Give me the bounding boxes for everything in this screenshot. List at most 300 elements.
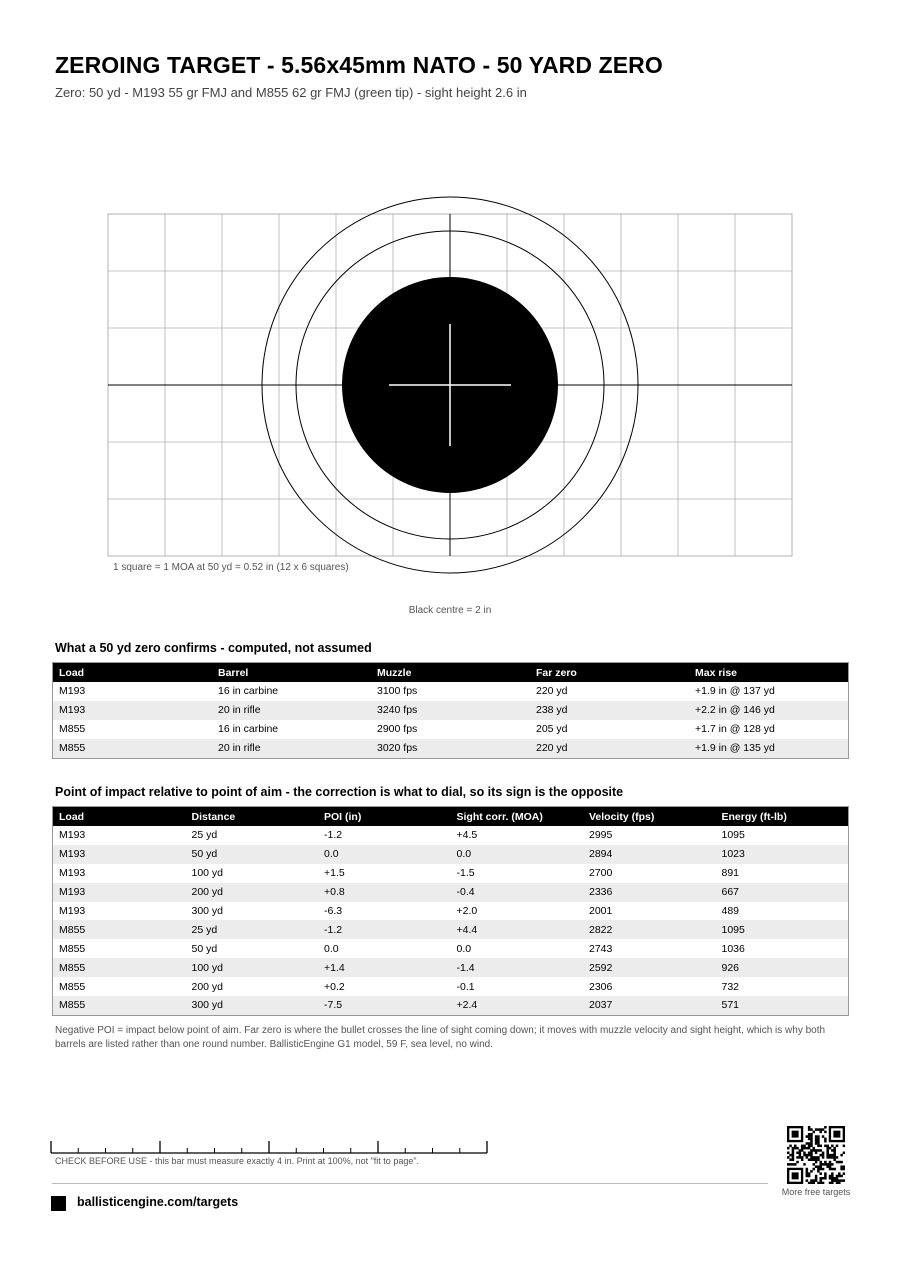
qr-module bbox=[833, 1179, 836, 1182]
qr-module bbox=[838, 1179, 841, 1182]
qr-finder-pattern bbox=[792, 1131, 799, 1138]
qr-module bbox=[813, 1158, 816, 1161]
qr-module bbox=[836, 1175, 839, 1178]
qr-module bbox=[824, 1172, 827, 1175]
qr-module bbox=[803, 1152, 806, 1155]
column-header: Distance bbox=[191, 810, 236, 823]
qr-module bbox=[843, 1172, 845, 1175]
qr-module bbox=[815, 1152, 818, 1155]
qr-module bbox=[829, 1168, 832, 1171]
qr-module bbox=[815, 1142, 818, 1145]
table-cell: M193 bbox=[59, 704, 86, 717]
qr-module bbox=[822, 1163, 825, 1166]
qr-module bbox=[796, 1161, 799, 1164]
table-cell: 3240 fps bbox=[377, 704, 418, 717]
table-row bbox=[53, 739, 848, 758]
qr-module bbox=[810, 1133, 813, 1136]
qr-module bbox=[836, 1177, 839, 1180]
table-cell: 20 in rifle bbox=[218, 742, 261, 755]
qr-module bbox=[831, 1168, 834, 1171]
qr-module bbox=[808, 1128, 811, 1131]
table-row bbox=[53, 977, 848, 996]
table-cell: M855 bbox=[59, 999, 86, 1012]
qr-module bbox=[801, 1158, 804, 1161]
qr-module bbox=[810, 1135, 813, 1138]
qr-module bbox=[810, 1152, 813, 1155]
table-cell: 0.0 bbox=[456, 942, 472, 955]
qr-module bbox=[831, 1145, 834, 1148]
qr-module bbox=[819, 1165, 822, 1168]
qr-module bbox=[813, 1182, 816, 1184]
qr-module bbox=[824, 1177, 827, 1180]
table-row bbox=[53, 920, 848, 939]
column-header: Barrel bbox=[218, 666, 249, 679]
qr-module bbox=[826, 1149, 829, 1152]
qr-module bbox=[815, 1158, 818, 1161]
table-cell: -1.5 bbox=[456, 867, 475, 880]
qr-module bbox=[843, 1165, 845, 1168]
qr-module bbox=[817, 1135, 820, 1138]
qr-module bbox=[819, 1154, 822, 1157]
qr-module bbox=[826, 1145, 829, 1148]
qr-module bbox=[808, 1135, 811, 1138]
qr-module bbox=[829, 1156, 832, 1159]
qr-module bbox=[803, 1163, 806, 1166]
table-row bbox=[53, 701, 848, 720]
table-cell: 2336 bbox=[589, 886, 613, 899]
qr-module bbox=[808, 1175, 811, 1178]
column-header: Velocity (fps) bbox=[589, 810, 655, 823]
footnote: Negative POI = impact below point of aim. Far zero is where the bullet crosses the line of sight coming down; it moves with muzzle velocity and sight height, which is why both barrels are listed rather than one round number. BallisticEngine G1 model, 59 F, sea level, no wind. bbox=[55, 1025, 826, 1050]
table-cell: 667 bbox=[721, 886, 740, 899]
table-cell: 571 bbox=[721, 999, 740, 1012]
qr-module bbox=[822, 1182, 825, 1184]
qr-module bbox=[815, 1165, 818, 1168]
qr-module bbox=[826, 1147, 829, 1150]
table-cell: 25 yd bbox=[191, 829, 218, 842]
table-cell: 1023 bbox=[721, 848, 745, 861]
zero-table-title: What a 50 yd zero confirms - computed, not assumed bbox=[55, 641, 372, 655]
qr-module bbox=[810, 1158, 813, 1161]
qr-module bbox=[801, 1145, 804, 1148]
target-graphic bbox=[0, 190, 900, 580]
table-cell: 50 yd bbox=[191, 848, 218, 861]
qr-module bbox=[817, 1142, 820, 1145]
qr-module bbox=[799, 1149, 802, 1152]
qr-module bbox=[787, 1163, 790, 1166]
qr-module bbox=[815, 1149, 818, 1152]
qr-module bbox=[806, 1147, 809, 1150]
qr-module bbox=[824, 1126, 827, 1129]
table-cell: +4.4 bbox=[456, 923, 478, 936]
qr-module bbox=[824, 1145, 827, 1148]
table-row bbox=[53, 902, 848, 921]
table-cell: 1036 bbox=[721, 942, 745, 955]
table-row bbox=[53, 864, 848, 883]
qr-module bbox=[813, 1168, 816, 1171]
qr-module bbox=[826, 1163, 829, 1166]
qr-module bbox=[822, 1135, 825, 1138]
qr-module bbox=[838, 1161, 841, 1164]
qr-module bbox=[817, 1149, 820, 1152]
table-cell: 3100 fps bbox=[377, 685, 418, 698]
table-cell: 3020 fps bbox=[377, 742, 418, 755]
qr-module bbox=[815, 1138, 818, 1141]
qr-module bbox=[829, 1163, 832, 1166]
qr-module bbox=[843, 1168, 845, 1171]
table-cell: M193 bbox=[59, 886, 86, 899]
qr-module bbox=[792, 1156, 795, 1159]
qr-module bbox=[796, 1152, 799, 1155]
qr-module bbox=[808, 1126, 811, 1129]
qr-module bbox=[833, 1149, 836, 1152]
qr-module bbox=[819, 1145, 822, 1148]
qr-module bbox=[808, 1172, 811, 1175]
table-cell: 2900 fps bbox=[377, 723, 418, 736]
qr-module bbox=[838, 1172, 841, 1175]
column-header: POI (in) bbox=[324, 810, 362, 823]
qr-module bbox=[819, 1161, 822, 1164]
table-cell: +1.5 bbox=[324, 867, 345, 880]
table-cell: 2822 bbox=[589, 923, 613, 936]
qr-module bbox=[794, 1163, 797, 1166]
table-row bbox=[53, 883, 848, 902]
qr-module bbox=[817, 1170, 820, 1173]
qr-module bbox=[794, 1145, 797, 1148]
table-row bbox=[53, 826, 848, 845]
table-cell: 205 yd bbox=[536, 723, 568, 736]
qr-module bbox=[836, 1179, 839, 1182]
qr-module bbox=[808, 1152, 811, 1155]
table-cell: 2700 bbox=[589, 867, 613, 880]
qr-module bbox=[822, 1168, 825, 1171]
table-cell: +0.2 bbox=[324, 980, 345, 993]
qr-module bbox=[813, 1149, 816, 1152]
qr-module bbox=[829, 1147, 832, 1150]
qr-module bbox=[810, 1182, 813, 1184]
poi-table-title: Point of impact relative to point of aim - the correction is what to dial, so its sign is the opposite bbox=[55, 785, 624, 799]
column-header: Far zero bbox=[536, 666, 577, 679]
table-cell: 891 bbox=[721, 867, 740, 880]
qr-module bbox=[819, 1182, 822, 1184]
column-header: Load bbox=[59, 810, 85, 823]
qr-module bbox=[789, 1158, 792, 1161]
qr-code-icon[interactable] bbox=[787, 1126, 845, 1184]
qr-module bbox=[801, 1156, 804, 1159]
qr-module bbox=[799, 1156, 802, 1159]
table-cell: M193 bbox=[59, 685, 86, 698]
table-cell: +2.2 in @ 146 yd bbox=[695, 704, 775, 717]
table-cell: 2894 bbox=[589, 848, 613, 861]
column-header: Max rise bbox=[695, 666, 738, 679]
qr-module bbox=[817, 1158, 820, 1161]
qr-module bbox=[824, 1163, 827, 1166]
qr-finder-pattern bbox=[792, 1172, 799, 1179]
qr-module bbox=[813, 1156, 816, 1159]
brand-square-icon bbox=[51, 1196, 66, 1211]
table-cell: -1.2 bbox=[324, 923, 343, 936]
qr-module bbox=[799, 1154, 802, 1157]
qr-module bbox=[829, 1182, 832, 1184]
qr-module bbox=[801, 1147, 804, 1150]
qr-module bbox=[815, 1175, 818, 1178]
qr-module bbox=[792, 1149, 795, 1152]
table-cell: -0.4 bbox=[456, 886, 475, 899]
qr-module bbox=[829, 1161, 832, 1164]
qr-module bbox=[808, 1138, 811, 1141]
qr-module bbox=[810, 1170, 813, 1173]
qr-module bbox=[806, 1142, 809, 1145]
zero-table-header bbox=[53, 663, 848, 682]
column-header: Muzzle bbox=[377, 666, 412, 679]
qr-module bbox=[833, 1152, 836, 1155]
qr-module bbox=[810, 1149, 813, 1152]
table-cell: M855 bbox=[59, 942, 86, 955]
table-cell: 20 in rifle bbox=[218, 704, 261, 717]
qr-module bbox=[815, 1128, 818, 1131]
qr-module bbox=[817, 1138, 820, 1141]
qr-module bbox=[836, 1161, 839, 1164]
table-cell: 50 yd bbox=[191, 942, 218, 955]
table-row bbox=[53, 958, 848, 977]
column-header: Load bbox=[59, 666, 85, 679]
qr-module bbox=[810, 1154, 813, 1157]
qr-module bbox=[789, 1154, 792, 1157]
qr-module bbox=[838, 1182, 841, 1184]
table-cell: 0.0 bbox=[324, 942, 339, 955]
qr-module bbox=[810, 1140, 813, 1143]
column-header: Energy (ft-lb) bbox=[721, 810, 787, 823]
table-cell: M193 bbox=[59, 829, 86, 842]
brand-link[interactable]: ballisticengine.com/targets bbox=[77, 1195, 239, 1209]
page-subtitle: Zero: 50 yd - M193 55 gr FMJ and M855 62 gr FMJ (green tip) - sight height 2.6 in bbox=[55, 85, 527, 100]
qr-module bbox=[826, 1165, 829, 1168]
qr-module bbox=[815, 1179, 818, 1182]
qr-module bbox=[815, 1140, 818, 1143]
qr-module bbox=[819, 1177, 822, 1180]
qr-module bbox=[831, 1175, 834, 1178]
poi-table-header bbox=[53, 807, 848, 826]
table-cell: 2306 bbox=[589, 980, 613, 993]
table-row bbox=[53, 720, 848, 739]
qr-module bbox=[810, 1156, 813, 1159]
qr-module bbox=[794, 1147, 797, 1150]
qr-module bbox=[833, 1177, 836, 1180]
table-cell: 220 yd bbox=[536, 742, 568, 755]
table-cell: 100 yd bbox=[191, 867, 224, 880]
qr-module bbox=[819, 1168, 822, 1171]
table-row bbox=[53, 682, 848, 701]
qr-module bbox=[819, 1172, 822, 1175]
qr-module bbox=[824, 1131, 827, 1134]
table-cell: 300 yd bbox=[191, 999, 224, 1012]
qr-module bbox=[826, 1154, 829, 1157]
qr-module bbox=[817, 1182, 820, 1184]
qr-module bbox=[815, 1156, 818, 1159]
qr-module bbox=[796, 1156, 799, 1159]
qr-module bbox=[817, 1156, 820, 1159]
qr-module bbox=[806, 1179, 809, 1182]
qr-module bbox=[843, 1179, 845, 1182]
qr-module bbox=[817, 1145, 820, 1148]
qr-module bbox=[824, 1140, 827, 1143]
table-cell: +4.5 bbox=[456, 829, 478, 842]
table-cell: 2592 bbox=[589, 961, 613, 974]
table-cell: +1.9 in @ 135 yd bbox=[695, 742, 775, 755]
qr-module bbox=[787, 1152, 790, 1155]
qr-module bbox=[817, 1165, 820, 1168]
qr-module bbox=[840, 1175, 843, 1178]
qr-module bbox=[829, 1177, 832, 1180]
qr-module bbox=[824, 1161, 827, 1164]
qr-module bbox=[808, 1145, 811, 1148]
table-cell: 25 yd bbox=[191, 923, 218, 936]
qr-module bbox=[808, 1147, 811, 1150]
qr-module bbox=[813, 1163, 816, 1166]
qr-module bbox=[833, 1158, 836, 1161]
qr-module bbox=[840, 1165, 843, 1168]
qr-module bbox=[831, 1172, 834, 1175]
table-cell: 732 bbox=[721, 980, 740, 993]
table-cell: +1.7 in @ 128 yd bbox=[695, 723, 775, 736]
qr-module bbox=[819, 1128, 822, 1131]
table-cell: 489 bbox=[721, 905, 740, 917]
qr-module bbox=[801, 1149, 804, 1152]
qr-module bbox=[843, 1145, 845, 1148]
qr-module bbox=[829, 1154, 832, 1157]
qr-module bbox=[836, 1156, 839, 1159]
table-cell: +0.8 bbox=[324, 886, 345, 899]
qr-finder-pattern bbox=[833, 1131, 840, 1138]
qr-module bbox=[831, 1163, 834, 1166]
grid-scale-note: 1 square = 1 MOA at 50 yd = 0.52 in (12 x 6 squares) bbox=[113, 562, 349, 573]
qr-module bbox=[799, 1152, 802, 1155]
qr-module bbox=[813, 1131, 816, 1134]
qr-module bbox=[792, 1154, 795, 1157]
qr-module bbox=[789, 1163, 792, 1166]
qr-module bbox=[792, 1152, 795, 1155]
table-cell: 1095 bbox=[721, 923, 745, 936]
table-cell: M855 bbox=[59, 961, 86, 974]
qr-module bbox=[822, 1156, 825, 1159]
qr-module bbox=[819, 1149, 822, 1152]
table-cell: 220 yd bbox=[536, 685, 568, 698]
qr-module bbox=[819, 1131, 822, 1134]
centre-size-note: Black centre = 2 in bbox=[408, 605, 492, 616]
qr-module bbox=[792, 1147, 795, 1150]
qr-module bbox=[831, 1182, 834, 1184]
qr-module bbox=[833, 1156, 836, 1159]
qr-module bbox=[843, 1152, 845, 1155]
table-cell: -6.3 bbox=[324, 905, 343, 917]
table-cell: M855 bbox=[59, 723, 86, 736]
qr-module bbox=[810, 1142, 813, 1145]
qr-module bbox=[806, 1168, 809, 1171]
table-cell: 1095 bbox=[721, 829, 745, 842]
qr-module bbox=[787, 1147, 790, 1150]
table-cell: -1.4 bbox=[456, 961, 475, 974]
qr-module bbox=[813, 1147, 816, 1150]
qr-module bbox=[824, 1175, 827, 1178]
table-cell: 0.0 bbox=[456, 848, 472, 861]
table-cell: +2.4 bbox=[456, 999, 478, 1012]
qr-module bbox=[815, 1135, 818, 1138]
qr-module bbox=[829, 1175, 832, 1178]
qr-module bbox=[824, 1138, 827, 1141]
qr-module bbox=[796, 1147, 799, 1150]
qr-module bbox=[831, 1154, 834, 1157]
qr-module bbox=[806, 1156, 809, 1159]
footer-divider bbox=[52, 1183, 768, 1184]
qr-module bbox=[808, 1158, 811, 1161]
qr-module bbox=[840, 1154, 843, 1157]
table-cell: 16 in carbine bbox=[218, 685, 279, 698]
qr-caption: More free targets bbox=[781, 1187, 851, 1197]
qr-module bbox=[819, 1163, 822, 1166]
qr-module bbox=[817, 1128, 820, 1131]
table-cell: 200 yd bbox=[191, 980, 224, 993]
qr-module bbox=[806, 1170, 809, 1173]
table-cell: M193 bbox=[59, 848, 86, 861]
column-header: Sight corr. (MOA) bbox=[456, 810, 543, 823]
zero-table bbox=[52, 662, 849, 759]
scale-check-bar bbox=[50, 1138, 490, 1156]
qr-module bbox=[808, 1154, 811, 1157]
table-cell: M855 bbox=[59, 742, 86, 755]
qr-module bbox=[822, 1128, 825, 1131]
qr-module bbox=[822, 1154, 825, 1157]
table-cell: M193 bbox=[59, 867, 86, 880]
qr-module bbox=[806, 1172, 809, 1175]
qr-module bbox=[792, 1163, 795, 1166]
table-cell: 2001 bbox=[589, 905, 613, 917]
qr-module bbox=[815, 1177, 818, 1180]
table-cell: 100 yd bbox=[191, 961, 224, 974]
qr-module bbox=[831, 1179, 834, 1182]
qr-module bbox=[826, 1152, 829, 1155]
table-cell: 238 yd bbox=[536, 704, 568, 717]
table-cell: M193 bbox=[59, 905, 86, 917]
qr-module bbox=[792, 1158, 795, 1161]
table-cell: 2037 bbox=[589, 999, 613, 1012]
qr-module bbox=[840, 1161, 843, 1164]
qr-module bbox=[787, 1156, 790, 1159]
qr-module bbox=[806, 1135, 809, 1138]
qr-module bbox=[803, 1154, 806, 1157]
qr-module bbox=[833, 1168, 836, 1171]
qr-module bbox=[833, 1154, 836, 1157]
qr-module bbox=[813, 1179, 816, 1182]
qr-module bbox=[810, 1138, 813, 1141]
table-cell: M855 bbox=[59, 923, 86, 936]
table-row bbox=[53, 996, 848, 1015]
table-cell: +1.9 in @ 137 yd bbox=[695, 685, 775, 698]
table-cell: -1.2 bbox=[324, 829, 343, 842]
qr-module bbox=[826, 1156, 829, 1159]
table-cell: 300 yd bbox=[191, 905, 224, 917]
qr-module bbox=[840, 1168, 843, 1171]
table-row bbox=[53, 845, 848, 864]
table-cell: 2743 bbox=[589, 942, 613, 955]
qr-module bbox=[815, 1161, 818, 1164]
table-cell: M855 bbox=[59, 980, 86, 993]
qr-module bbox=[836, 1182, 839, 1184]
qr-module bbox=[789, 1145, 792, 1148]
qr-module bbox=[808, 1133, 811, 1136]
qr-module bbox=[806, 1154, 809, 1157]
qr-module bbox=[831, 1177, 834, 1180]
qr-module bbox=[806, 1175, 809, 1178]
